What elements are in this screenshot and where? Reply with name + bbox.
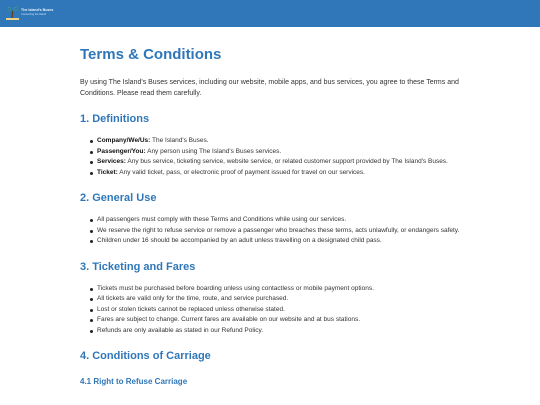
list-item: Fares are subject to change. Current fares are available on our website and at bus stations.: [80, 315, 460, 326]
list-item: All passengers must comply with these Terms and Conditions while using our services.: [80, 215, 460, 226]
section-heading-conditions-of-carriage: 4. Conditions of Carriage: [80, 350, 211, 362]
palm-tree-icon: [6, 5, 19, 20]
logo-tagline: Connecting the Island: [21, 12, 47, 16]
intro-paragraph: By using The Island's Buses services, including our website, mobile apps, and bus services, you agree to these Terms and Conditions. Please read them carefully.: [80, 79, 459, 97]
list-item: Refunds are only available as stated in our Refund Policy.: [80, 326, 460, 337]
definition-term: Services:: [97, 158, 126, 165]
list-item: Children under 16 should be accompanied by an adult unless travelling on a designated child pass.: [80, 236, 460, 247]
list-item: [80, 168, 460, 179]
section-heading-general-use: 2. General Use: [80, 192, 157, 204]
definitions-list: [80, 136, 460, 178]
list-item: [80, 147, 460, 158]
list-item: We reserve the right to refuse service or remove a passenger who breaches these terms, acts unlawfully, or endangers safety.: [80, 226, 460, 237]
ticketing-list: [80, 284, 460, 337]
list-item: [80, 157, 460, 168]
definition-term: Passenger/You:: [97, 147, 146, 155]
terms-content: [80, 46, 460, 387]
page-title: Terms & Conditions: [80, 46, 222, 63]
definition-term: Ticket:: [97, 168, 118, 176]
logo-name: The Island's Buses: [21, 7, 54, 12]
definition-text: Any person using The Island's Buses services.: [145, 147, 282, 155]
definition-text: Any bus service, ticketing service, website service, or related customer support provided by The Island's Buses.: [125, 158, 448, 165]
general-use-list: [80, 215, 460, 247]
definition-text: Any valid ticket, pass, or electronic proof of payment issued for travel on our services.: [117, 168, 365, 176]
section-heading-definitions: 1. Definitions: [80, 113, 150, 125]
site-logo[interactable]: [6, 4, 54, 21]
list-item: [80, 136, 460, 147]
list-item: Tickets must be purchased before boarding unless using contactless or mobile payment options.: [80, 284, 460, 295]
site-header: [0, 0, 540, 27]
definition-term: Company/We/Us:: [97, 137, 151, 144]
subsection-heading-right-to-refuse: 4.1 Right to Refuse Carriage: [80, 377, 188, 386]
section-heading-ticketing: 3. Ticketing and Fares: [80, 260, 196, 273]
definition-text: The Island's Buses.: [150, 137, 209, 144]
list-item: Lost or stolen tickets cannot be replaced unless otherwise stated.: [80, 305, 460, 316]
list-item: All tickets are valid only for the time, route, and service purchased.: [80, 294, 460, 305]
